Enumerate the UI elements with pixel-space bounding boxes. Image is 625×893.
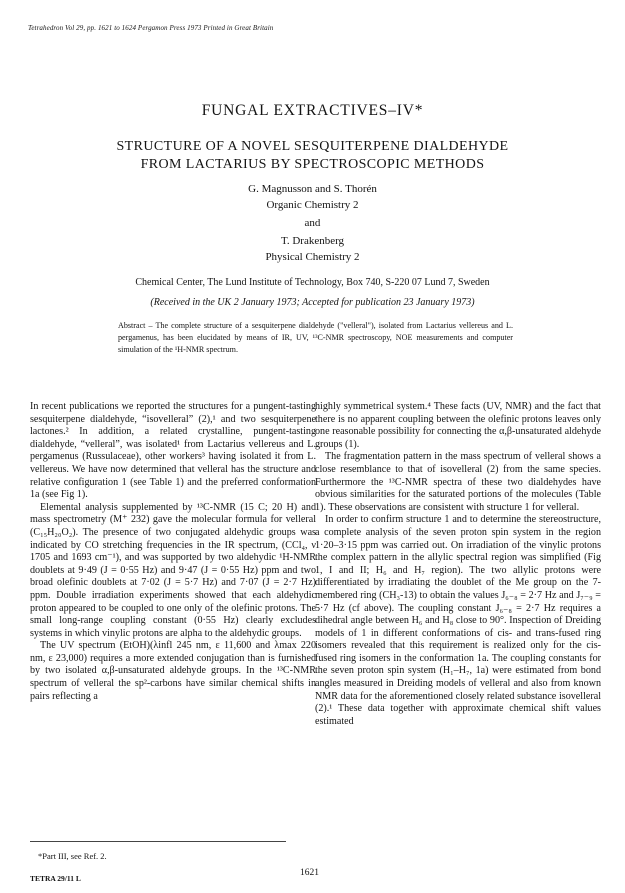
right-paragraph-3: In order to confirm structure 1 and to determine the stereostructure, a complete analysis of the seven proton spin system in the region 1·20–3·15 ppm was carried out. On irradiation of the vinylic protons the complex pattern in the allylic spectral region was simplified (Fig 1, I and II; H₆ and H₇ region). The two allylic protons were differentiated by irradiating the doublet of the Me group on the 7-membered ring (CH₃-13) to obtain the values J₆₋₈ = 2·7 Hz and J₇₋₉ = 5·7 Hz (cf above). The coupling constant J₆₋₈ = 2·7 Hz requires a dihedral angle between H₆ and H₈ close to 90°. Inspection of Dreiding models of 1 in different conformations of cis- and trans-fused ring isomers revealed that this requirement is realized only for the cis-fused ring isomers in the conformation 1a. The coupling constants for the seven proton spin system (H₁–H₇, 1a) were estimated from bond angles measured in Dreiding models of velleral and also from known NMR data for the aforementioned closely related substance isovelleral (2).¹ These data together with approximate chemical shift values estimated: [315, 514, 601, 727]
left-paragraph-2: Elemental analysis supplemented by ¹³C-NMR (15 C; 20 H) and mass spectrometry (M⁺ 232) gave the molecular formula for velleral (C₁₅H₂₀O₂). The presence of two conjugated aldehydic groups was indicated by CO stretching frequencies in the IR spectrum, (CCl₄, ν 1705 and 1693 cm⁻¹), and was supported by two aldehydic ¹H-NMR doublets at 9·49 (J = 0·55 Hz) and 9·47 (J = 0·55 Hz) ppm and two broad olefinic doublets at 7·02 (J = 5·7 Hz) and 7·07 (J = 2·7 Hz) ppm. Double irradiation experiments showed that each aldehydic proton appeared to be coupled to one only of the olefinic protons. The small long-range coupling constant (0·55 Hz) clearly excludes systems in which vinylic protons are alpha to the aldehydic groups.: [30, 501, 316, 639]
footnote-rule: [30, 841, 286, 842]
left-column: [30, 401, 316, 703]
affiliation-2: Physical Chemistry 2: [265, 251, 360, 263]
journal-code: TETRA 29/11 L: [30, 874, 81, 883]
paper-subtitle: [0, 138, 625, 174]
left-paragraph-1: In recent publications we reported the structures for a pungent-tasting sesquiterpene dialdehyde, “isovelleral” (2),¹ and two sesquiterpene lactones.² In addition, a related crystalline, pungent-tasting dialdehyde, “velleral”, was isolated¹ from Lactarius vellereus and L. pergamenus (Russulaceae), other workers³ having isolated it from L. vellereus. We have now determined that velleral has the structure and relative configuration 1 (see Table 1) and the preferred conformation 1a (see Fig 1).: [30, 401, 316, 501]
right-paragraph-1: highly symmetrical system.⁴ These facts (UV, NMR) and the fact that there is no apparent coupling between the olefinic protons leaves only one reasonable possibility for connecting the α,β-unsaturated aldehyde groups (1).: [315, 401, 601, 450]
subtitle-line-2: FROM LACTARIUS BY SPECTROSCOPIC METHODS: [140, 157, 485, 172]
institution: Chemical Center, The Lund Institute of Technology, Box 740, S-220 07 Lund 7, Sweden: [135, 277, 490, 288]
right-column: [315, 401, 601, 728]
author-names-2: T. Drakenberg: [280, 235, 345, 247]
page-number: 1621: [300, 868, 319, 878]
affiliation-1: Organic Chemistry 2: [266, 199, 359, 211]
author-names-1: G. Magnusson and S. Thorén: [248, 183, 377, 195]
received-dates: (Received in the UK 2 January 1973; Accepted for publication 23 January 1973): [150, 297, 475, 308]
authors-conjunction: and: [304, 217, 321, 229]
subtitle-line-1: STRUCTURE OF A NOVEL SESQUITERPENE DIALDEHYDE: [116, 139, 509, 154]
left-paragraph-3: The UV spectrum (EtOH)(λinfl 245 nm, ε 11,600 and λmax 220 nm, ε 23,000) requires a more extended conjugation than is furnished by two isolated α,β-unsaturated aldehyde groups. In the ¹³C-NMR spectrum of velleral the sp²-carbons have similar chemical shifts in pairs reflecting a: [30, 640, 316, 702]
abstract: Abstract – The complete structure of a sesquiterpene dialdehyde ("velleral"), isolated from Lactarius vellereus and L. pergamenus, has been elucidated by means of IR, UV, ¹³C-NMR spectroscopy, NOE measurements and computer simulation of the ¹H-NMR spectrum.: [118, 321, 513, 355]
right-paragraph-2: The fragmentation pattern in the mass spectrum of velleral shows a close resemblance to that of isovelleral (2) from the same species. Furthermore the ¹³C-NMR spectra of these two dialdehydes have obvious similarities for the saturated portions of the molecules (Table 1). These observations are consistent with structure 1 for velleral.: [315, 451, 601, 513]
journal-header: Tetrahedron Vol 29, pp. 1621 to 1624 Pergamon Press 1973 Printed in Great Britain: [28, 24, 274, 32]
paper-title: FUNGAL EXTRACTIVES–IV*: [201, 102, 424, 119]
footnote: *Part III, see Ref. 2.: [38, 851, 107, 861]
